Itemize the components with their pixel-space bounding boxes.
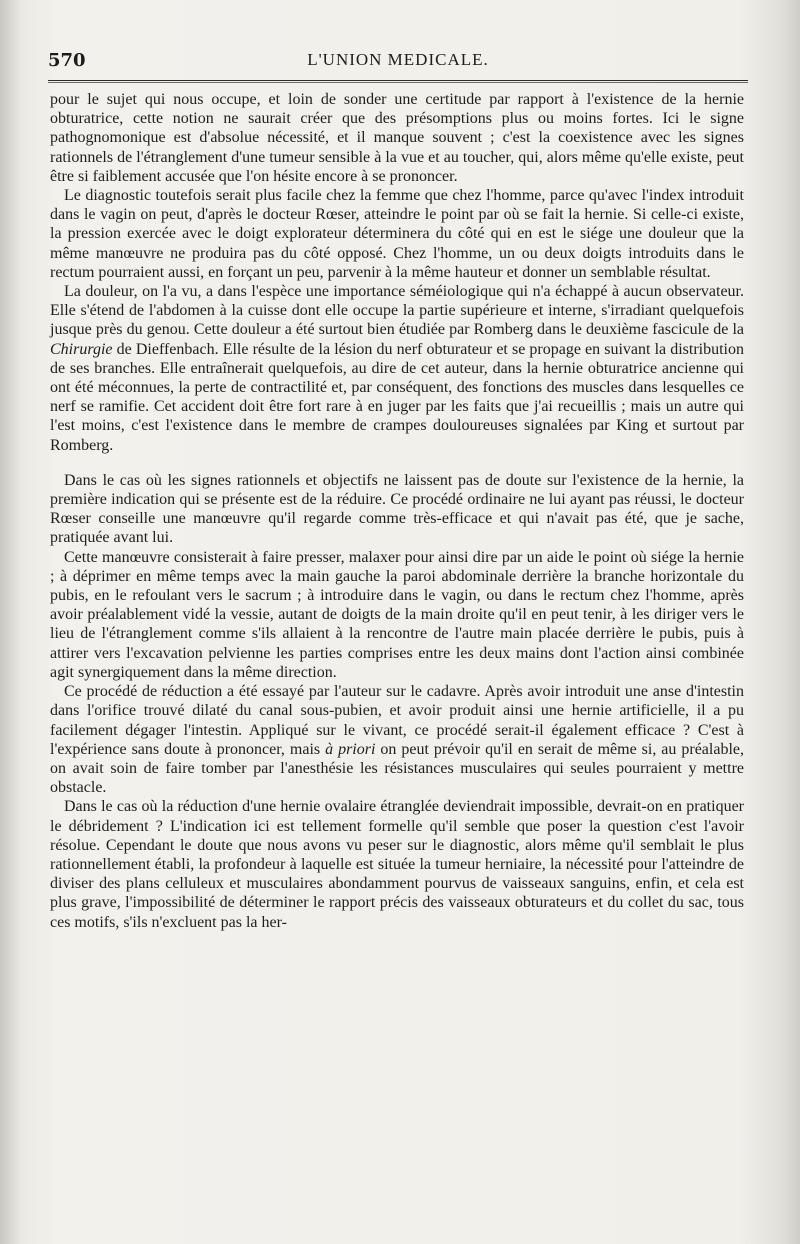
paragraph-p2 [50, 186, 744, 282]
paragraph-text: Cette manœuvre consisterait à faire presser, malaxer pour ainsi dire par un aide le point où siége la hernie ; à déprimer en même temps avec la main gauche la paroi abdominale derrière la branche horizontale du pubis, en le refoulant vers le sacrum ; à introduire dans le vagin, ou dans le rectum chez l'homme, après avoir préalablement vidé la vessie, autant de doigts de la main droite qu'il en peut tenir, à les diriger vers le lieu de l'étranglement comme s'ils allaient à la rencontre de l'autre main placée derrière le pubis, puis à attirer vers l'excavation pelvienne les parties comprises entre les deux mains dont l'action ainsi combinée agit synergiquement dans la même direction. [50, 548, 744, 681]
paragraph-text: pour le sujet qui nous occupe, et loin de sonder une certitude par rapport à l'existence de la hernie obturatrice, cette notion ne saurait créer que des présomptions plus ou moins fortes. Ici le signe pathognomonique est d'absolue nécessité, et il manque souvent ; c'est la coexistence avec les signes rationnels de l'étranglement d'une tumeur sensible à la vue et au toucher, qui, alors même qu'elle existe, peut être si faiblement accusée que l'on hésite encore à se prononcer. [50, 91, 744, 185]
paragraph-p7 [50, 797, 744, 931]
paragraph-p4 [50, 471, 744, 548]
paragraph-text: Ce procédé de réduction a été essayé par l'auteur sur le cadavre. Après avoir introduit une anse d'intestin dans l'orifice trouvé dilaté du canal sous-pubien, et avoir produit ainsi une hernie artificielle, il a pu facilement dégager l'intestin. Appliqué sur le vivant, ce procédé serait-il également efficace ? C'est à l'expérience sans doute à prononcer, mais [50, 683, 744, 758]
article-body [50, 90, 744, 932]
paragraph-text: Le diagnostic toutefois serait plus facile chez la femme que chez l'homme, parce qu'avec l'index introduit dans le vagin on peut, d'après le docteur Rœser, atteindre le point par où se fait la hernie. Si celle-ci existe, la pression exercée avec le doigt explorateur déterminera du côté qui en est le siége une douleur que la même manœuvre ne produira pas du côté opposé. Chez l'homme, un ou deux doigts introduits dans le rectum pourraient aussi, en forçant un peu, parvenir à la même hauteur et donner un semblable résultat. [50, 187, 744, 281]
paragraph-text: Dans le cas où la réduction d'une hernie ovalaire étranglée deviendrait impossible, devrait-on en pratiquer le débridement ? L'indication ici est tellement formelle qu'il semble que poser la question c'est l'avoir résolue. Cependant le doute que nous avons vu peser sur le diagnostic, alors même qu'il semblait le plus rationnellement établi, la profondeur à laquelle est située la tumeur herniaire, la nécessité pour l'atteindre de diviser des plans celluleux et musculaires abondamment pourvus de vaisseaux sanguins, enfin, et cela est plus grave, l'impossibilité de déterminer le rapport précis des vaisseaux obturateurs et du collet du sac, tous ces motifs, s'ils n'excluent pas la her- [50, 798, 744, 931]
paragraph-p6 [50, 682, 744, 797]
running-title: L'UNION MEDICALE. [307, 50, 489, 69]
italic-text: Chirurgie [50, 340, 113, 358]
header-rule [48, 80, 748, 83]
italic-text: à priori [325, 740, 376, 758]
page-header [48, 44, 748, 78]
page-number: 570 [48, 50, 86, 71]
paragraph-text: de Dieffenbach. Elle résulte de la lésion du nerf obturateur et se propage en suivant la distribution de ses branches. Elle entraînerait quelquefois, au dire de cet auteur, dans la hernie obturatrice ancienne qui ont été méconnues, la perte de contractilité et, par conséquent, des fonctions des muscles dans lesquelles ce nerf se ramifie. Cet accident doit être fort rare à en juger par les faits que j'ai recueillis ; mais un autre qui l'est moins, c'est l'existence dans le membre de crampes douloureuses signalées par King et surtout par Romberg. [50, 340, 744, 454]
paragraph-p3 [50, 282, 744, 455]
paragraph-text: La douleur, on l'a vu, a dans l'espèce une importance séméiologique qui n'a échappé à aucun observateur. Elle s'étend de l'abdomen à la cuisse dont elle occupe la partie supérieure et interne, s'irradiant quelquefois jusque près du genou. Cette douleur a été surtout bien étudiée par Romberg dans le deuxième fascicule de la [50, 283, 744, 339]
paragraph-text: Dans le cas où les signes rationnels et objectifs ne laissent pas de doute sur l'existence de la hernie, la première indication qui se présente est de la réduire. Ce procédé ordinaire ne lui ayant pas réussi, le docteur Rœser conseille une manœuvre qu'il regarde comme très-efficace et qui n'avait pas été, que je sache, pratiquée avant lui. [50, 471, 744, 547]
paragraph-p1 [50, 90, 744, 186]
paragraph-p5 [50, 548, 744, 682]
paragraph-text: on peut prévoir qu'il en serait de même si, au préalable, on avait soin de faire tomber par l'anesthésie les résistances musculaires qui seules pourraient y mettre obstacle. [50, 740, 745, 797]
